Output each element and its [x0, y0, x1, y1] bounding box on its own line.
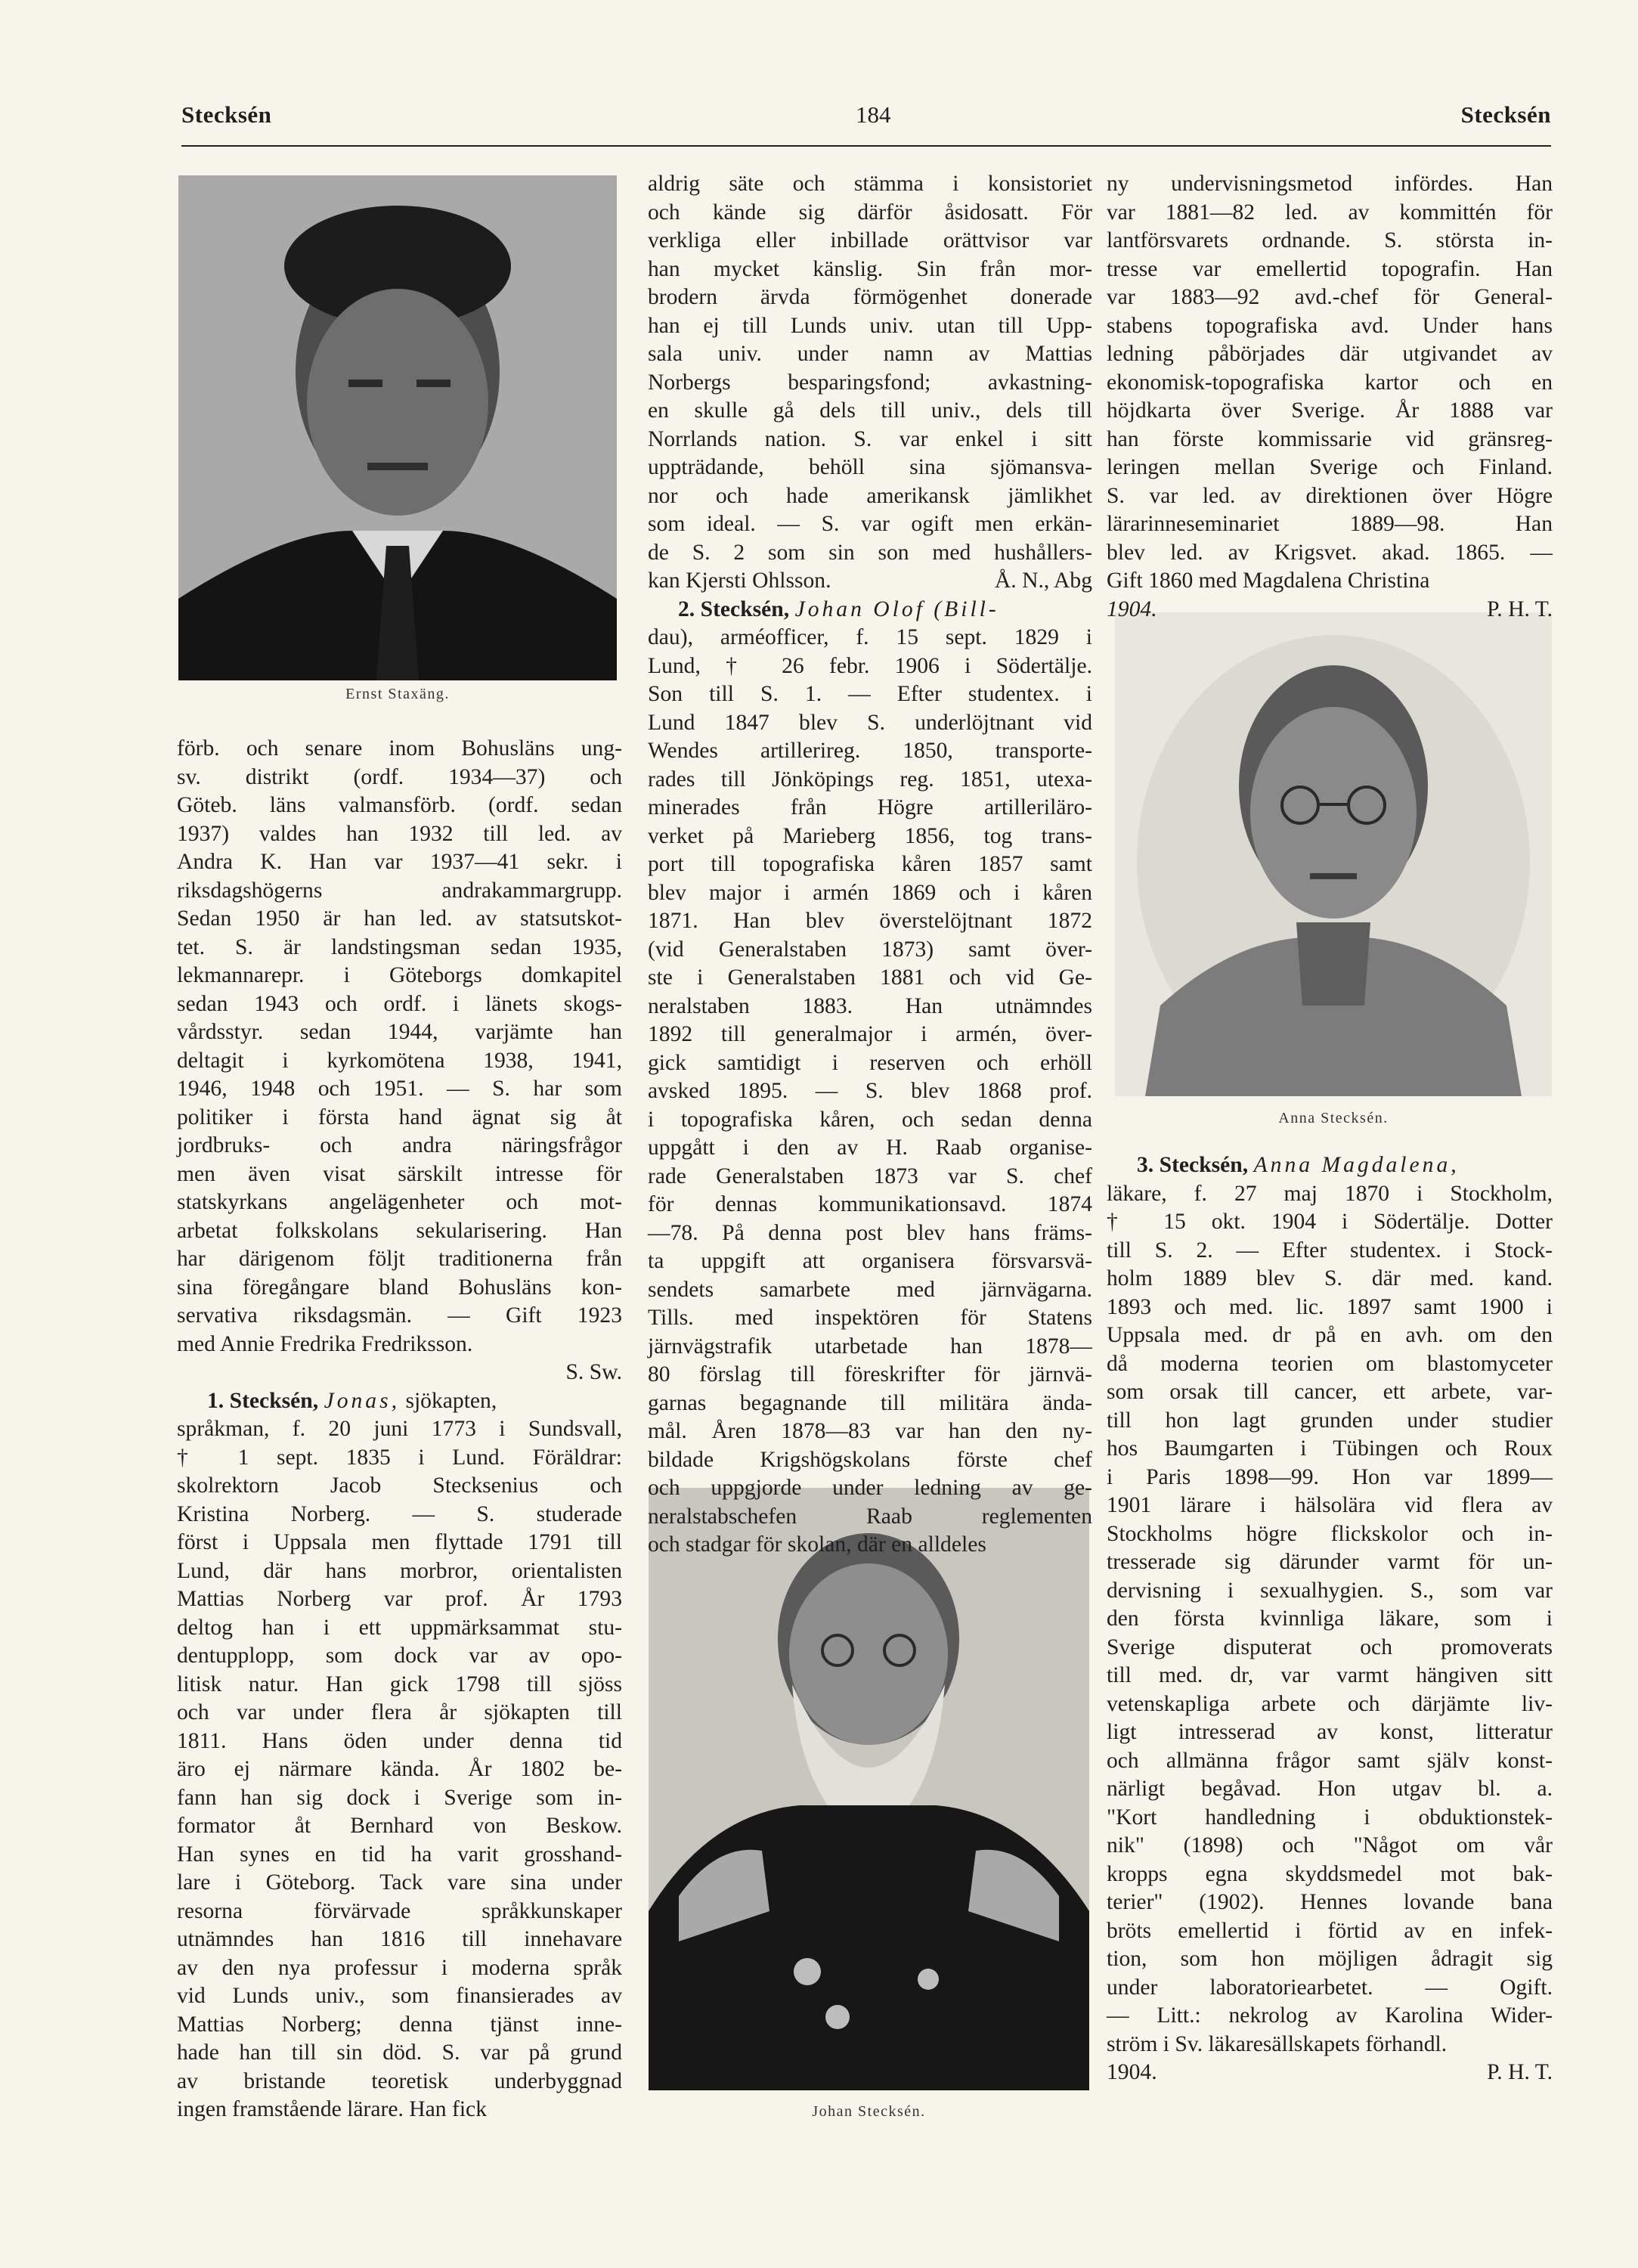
text-line: kropps egna skyddsmedel mot bak- — [1107, 1861, 1553, 1886]
text-line: nik" (1898) och "Något om vår — [1107, 1833, 1553, 1857]
text-line: verkliga eller inbillade orättvisor var — [648, 228, 1092, 253]
text-line: i Paris 1898—99. Hon var 1899— — [1107, 1464, 1553, 1489]
header-rule — [181, 145, 1551, 147]
text-line: då moderna teorien om blastomyceter — [1107, 1351, 1553, 1376]
text-line: har därigenom följt traditionerna från — [177, 1247, 622, 1271]
text-line: arbetat folkskolans sekularisering. Han — [177, 1218, 622, 1243]
closing-text: 1904. — [1107, 596, 1157, 621]
text-line: "Kort handledning i obduktionstek- — [1107, 1805, 1553, 1830]
entry-jonas-continued — [648, 170, 1092, 567]
text-line: av bristande teoretisk underbyggnad — [177, 2068, 622, 2093]
text-line: jordbruks- och andra näringsfrågor — [177, 1133, 622, 1157]
text-line: S. var led. av direktionen över Högre — [1107, 483, 1553, 508]
text-line: ligt intresserad av konst, litteratur — [1107, 1720, 1553, 1744]
entry-closing-line — [1107, 2059, 1553, 2087]
text-line: Andra K. Han var 1937—41 sekr. i — [177, 850, 622, 874]
text-line: brodern ärvda förmögenhet donerade — [648, 285, 1092, 309]
text-line: (vid Generalstaben 1873) samt över- — [648, 937, 1092, 962]
entry-number: 3. — [1137, 1153, 1154, 1177]
text-line: ström i Sv. läkaresällskapets förhandl. — [1107, 2031, 1448, 2056]
text-line: sv. distrikt (ordf. 1934—37) och — [177, 764, 622, 789]
text-line: sala univ. under namn av Mattias — [648, 342, 1092, 366]
text-line: † 1 sept. 1835 i Lund. Föräldrar: — [177, 1445, 622, 1470]
text-line: Sedan 1950 är han led. av statsutskot- — [177, 906, 622, 931]
closing-text: 1904. — [1107, 2060, 1157, 2084]
text-line: Lund 1847 blev S. underlöjtnant vid — [648, 710, 1092, 735]
text-line: tresse var emellertid topografin. Han — [1107, 256, 1553, 281]
page-number: 184 — [856, 101, 891, 128]
entry-given-name: Johan Olof (Bill- — [794, 596, 999, 621]
text-line: lare i Göteborg. Tack vare sina under — [177, 1870, 622, 1895]
text-line: hade han till sin död. S. var på grund — [177, 2040, 622, 2065]
text-line: först i Uppsala men flyttade 1791 till — [177, 1530, 622, 1554]
text-line: 1901 lärare i hälsolära vid flera av — [1107, 1493, 1553, 1517]
text-line: med Annie Fredrika Fredriksson. — [177, 1331, 473, 1356]
entry-surname: Stecksén, — [700, 596, 790, 621]
text-line: nor och hade amerikansk jämlikhet — [648, 483, 1092, 508]
text-line: formator åt Bernhard von Beskow. — [177, 1814, 622, 1838]
entry-occupation: sjökapten, — [405, 1388, 497, 1413]
text-line: och uppgjorde under ledning av ge- — [648, 1476, 1092, 1500]
entry-surname: Stecksén, — [229, 1388, 319, 1413]
text-line: stabens topografiska avd. Under hans — [1107, 313, 1553, 338]
portrait-anna-stecksen — [1115, 612, 1552, 1096]
text-line: som orsak till cancer, ett arbete, var- — [1107, 1380, 1553, 1404]
text-line: ledning påbörjades där utgivandet av — [1107, 342, 1553, 366]
entry-closing-line — [1107, 596, 1553, 624]
closing-text: kan Kjersti Ohlsson. — [648, 569, 831, 593]
text-line: tresserade sig därunder varmt för un- — [1107, 1550, 1553, 1574]
text-line: politiker i första hand ägnat sig åt — [177, 1105, 622, 1129]
entry-surname: Stecksén, — [1159, 1153, 1249, 1177]
text-line: var 1881—82 led. av kommittén för — [1107, 200, 1553, 225]
text-line: aldrig säte och stämma i konsistoriet — [648, 172, 1092, 196]
text-line: skolrektorn Jacob Stecksenius och — [177, 1473, 622, 1498]
text-line: deltog han i ett uppmärksammat stu- — [177, 1615, 622, 1640]
portrait-ernst-staxang — [178, 175, 617, 680]
text-line: lekmannarepr. i Göteborgs domkapitel — [177, 963, 622, 987]
text-line: rade Generalstaben 1873 var S. chef — [648, 1163, 1092, 1188]
page-header — [181, 101, 1551, 139]
text-line: 1893 och med. lic. 1897 samt 1900 i — [1107, 1294, 1553, 1319]
text-line: vetenskapliga arbete och därjämte liv- — [1107, 1691, 1553, 1716]
text-line: men även visat särskilt intresse för — [177, 1161, 622, 1186]
text-line: neralstabschefen Raab reglementen — [648, 1504, 1092, 1529]
text-line: Kristina Norberg. — S. studerade — [177, 1501, 622, 1526]
text-line: ny undervisningsmetod infördes. Han — [1107, 172, 1553, 196]
entry-closing-line — [648, 567, 1092, 596]
text-line: Son till S. 1. — Efter studentex. i — [648, 682, 1092, 706]
text-line: till hon lagt grunden under studier — [1107, 1408, 1553, 1433]
text-line: port till topografiska kåren 1857 samt — [648, 852, 1092, 876]
entry-given-name: Jonas, — [324, 1388, 401, 1413]
entry-number: 1. — [207, 1388, 224, 1413]
text-line: ste i Generalstaben 1881 och vid Ge- — [648, 965, 1092, 990]
text-line: läkare, f. 27 maj 1870 i Stockholm, — [1107, 1181, 1553, 1206]
text-line: under laboratoriearbetet. — Ogift. — [1107, 1975, 1553, 2000]
text-column-1 — [177, 735, 622, 2124]
text-line: Wendes artillerireg. 1850, transporte- — [648, 739, 1092, 763]
text-line: Mattias Norberg; denna tjänst inne- — [177, 2012, 622, 2037]
text-line: sendets samarbete med järnvägarna. — [648, 1277, 1092, 1302]
text-line: ingen framstående lärare. Han fick — [177, 2097, 487, 2121]
text-line: Han synes en tid ha varit grosshand- — [177, 1842, 622, 1867]
text-line: tet. S. är landstingsman sedan 1935, — [177, 934, 622, 959]
text-line: riksdagshögerns andrakammargrupp. — [177, 878, 622, 903]
entry-heading-johan — [648, 596, 1092, 624]
text-line: järnvägstrafik utarbetade han 1878— — [648, 1334, 1092, 1359]
text-column-3-lower — [1107, 1151, 1553, 2087]
text-line: en skulle gå dels till univ., dels till — [648, 398, 1092, 423]
text-line: till med. dr, var varmt hängiven sitt — [1107, 1663, 1553, 1687]
entry-jonas-body — [177, 1415, 622, 2124]
running-head-right: Stecksén — [1460, 101, 1551, 128]
text-line: 80 förslag till föreskrifter för järnvä- — [648, 1362, 1092, 1387]
text-line: ekonomisk-topografiska kartor och en — [1107, 370, 1553, 395]
text-line: förb. och senare inom Bohusläns ung- — [177, 736, 622, 761]
text-line: blev major i armén 1869 och i kåren — [648, 880, 1092, 905]
text-line: uppträdande, behöll sina sjömansva- — [648, 455, 1092, 479]
text-line: för dennas kommunikationsavd. 1874 — [648, 1192, 1092, 1216]
text-line: och kände sig därför åsidosatt. För — [648, 200, 1092, 225]
running-head-left: Stecksén — [181, 101, 272, 128]
text-line: tion, som hon möjligen ådragit sig — [1107, 1947, 1553, 1971]
text-column-2 — [648, 170, 1092, 1560]
text-line: höjdkarta över Sverige. År 1888 var — [1107, 398, 1553, 423]
text-line: ta uppgift att organisera försvarsvä- — [648, 1249, 1092, 1273]
entry-ernst-staxang-continued — [177, 735, 622, 1359]
text-line: dervisning i sexualhygien. S., som var — [1107, 1578, 1553, 1603]
text-line: Lund, † 26 febr. 1906 i Södertälje. — [648, 653, 1092, 678]
text-line: Gift 1860 med Magdalena Christina — [1107, 569, 1430, 593]
text-line: språkman, f. 20 juni 1773 i Sundsvall, — [177, 1417, 622, 1441]
text-line: som ideal. — S. var ogift men erkän- — [648, 512, 1092, 536]
entry-heading-jonas — [177, 1387, 622, 1416]
text-line: gick samtidigt i reserven och erhöll — [648, 1050, 1092, 1075]
text-line: rades till Jönköpings reg. 1851, utexa- — [648, 767, 1092, 792]
photo-caption: Ernst Staxäng. — [345, 686, 450, 702]
text-line: Norbergs besparingsfond; avkastning- — [648, 370, 1092, 395]
text-line: terier" (1902). Hennes lovande bana — [1107, 1890, 1553, 1914]
author-signature: Å. N., Abg — [994, 569, 1092, 593]
text-line: mål. Åren 1878—83 var han den ny- — [648, 1419, 1092, 1443]
entry-anna-body — [1107, 1180, 1553, 2059]
text-line: fann han sig dock i Sverige som in- — [177, 1785, 622, 1810]
text-line: Tills. med inspektören för Statens — [648, 1306, 1092, 1330]
text-line: dentupplopp, som dock var av opo- — [177, 1644, 622, 1668]
text-column-3 — [1107, 170, 1553, 624]
text-line: han mycket känslig. Sin från mor- — [648, 256, 1092, 281]
text-line: vid Lunds univ., som finansierades av — [177, 1984, 622, 2008]
author-signature: P. H. T. — [1487, 2060, 1553, 2084]
text-line: blev led. av Krigsvet. akad. 1865. — — [1107, 540, 1553, 565]
text-line: den första kvinnliga läkare, som i — [1107, 1606, 1553, 1631]
text-line: och var under flera år sjökapten till — [177, 1700, 622, 1724]
text-line: och stadgar för skolan, där en alldeles — [648, 1532, 986, 1557]
text-line: lärarinneseminariet 1889—98. Han — [1107, 512, 1553, 536]
text-line: bildade Krigshögskolans förste chef — [648, 1447, 1092, 1472]
text-line: av den nya professur i moderna språk — [177, 1955, 622, 1980]
text-line: Stockholms högre flickskolor och in- — [1107, 1521, 1553, 1546]
text-line: 1892 till generalmajor i armén, över- — [648, 1022, 1092, 1046]
text-line: Mattias Norberg var prof. År 1793 — [177, 1587, 622, 1611]
text-line: Lund, där hans morbror, orientalisten — [177, 1558, 622, 1583]
text-line: litisk natur. Han gick 1798 till sjöss — [177, 1672, 622, 1696]
entry-given-name: Anna Magdalena, — [1253, 1153, 1460, 1177]
entry-heading-anna — [1107, 1151, 1553, 1180]
text-line: äro ej närmare kända. År 1802 be- — [177, 1757, 622, 1781]
text-line: holm 1889 blev S. där med. kand. — [1107, 1266, 1553, 1290]
text-line: till S. 2. — Efter studentex. i Stock- — [1107, 1238, 1553, 1263]
text-line: var 1883—92 avd.-chef för General- — [1107, 285, 1553, 309]
text-line: servativa riksdagsmän. — Gift 1923 — [177, 1303, 622, 1328]
photo-caption: Anna Stecksén. — [1278, 1110, 1389, 1126]
text-line: statskyrkans angelägenheter och mot- — [177, 1190, 622, 1214]
entry-johan-continued — [1107, 170, 1553, 596]
text-line: och allmänna frågor samt själv konst- — [1107, 1748, 1553, 1773]
text-line: lantförsvarets ordnande. S. största in- — [1107, 228, 1553, 253]
text-line: 1871. Han blev överstelöjtnant 1872 — [648, 909, 1092, 933]
text-line: 1937) valdes han 1932 till led. av — [177, 821, 622, 846]
entry-number: 2. — [678, 596, 695, 621]
text-line: resorna förvärvade språkkunskaper — [177, 1898, 622, 1923]
text-line: utnämndes han 1816 till innehavare — [177, 1927, 622, 1951]
text-line: minerades från Högre artilleriläro- — [648, 795, 1092, 820]
text-line: garnas begagnande till militära ända- — [648, 1390, 1092, 1415]
text-line: hos Baumgarten i Tübingen och Roux — [1107, 1436, 1553, 1461]
text-line: leringen mellan Sverige och Finland. — [1107, 455, 1553, 479]
text-line: — Litt.: nekrolog av Karolina Wider- — [1107, 2003, 1553, 2028]
text-line: sina föregångare bland Bohusläns kon- — [177, 1275, 622, 1300]
text-line: Uppsala med. dr på en avh. om den — [1107, 1323, 1553, 1347]
text-line: deltagit i kyrkomötena 1938, 1941, — [177, 1048, 622, 1073]
text-line: i topografiska kåren, och sedan denna — [648, 1107, 1092, 1132]
portrait-johan-stecksen — [649, 1488, 1089, 2090]
text-line: Norrlands nation. S. var enkel i sitt — [648, 426, 1092, 451]
text-line: neralstaben 1883. Han utnämndes — [648, 993, 1092, 1018]
text-line: han ej till Lunds univ. utan till Upp- — [648, 313, 1092, 338]
text-line: verket på Marieberg 1856, tog trans- — [648, 823, 1092, 848]
author-signature: S. Sw. — [565, 1360, 622, 1384]
author-signature: P. H. T. — [1487, 596, 1553, 621]
text-line: de S. 2 som sin son med hushållers- — [648, 540, 1092, 565]
text-line: † 15 okt. 1904 i Södertälje. Dotter — [1107, 1210, 1553, 1234]
text-line: —78. På denna post blev hans främs- — [648, 1220, 1092, 1245]
text-line: vårdsstyr. sedan 1944, varjämte han — [177, 1020, 622, 1044]
text-line: 1811. Hans öden under denna tid — [177, 1728, 622, 1753]
text-line: närligt begåvad. Hon utgav bl. a. — [1107, 1777, 1553, 1801]
photo-caption: Johan Stecksén. — [812, 2103, 926, 2120]
entry-johan-body — [648, 624, 1092, 1560]
text-line: 1946, 1948 och 1951. — S. har som — [177, 1077, 622, 1101]
text-line: dau), arméofficer, f. 15 sept. 1829 i — [648, 625, 1092, 649]
text-line: bröts emellertid i förtid av en infek- — [1107, 1918, 1553, 1943]
text-line: Sverige disputerat och promoverats — [1107, 1634, 1553, 1659]
text-line: uppgått i den av H. Raab organise- — [648, 1136, 1092, 1160]
text-line: Göteb. läns valmansförb. (ordf. sedan — [177, 793, 622, 817]
text-line: sedan 1943 och ordf. i länets skogs- — [177, 991, 622, 1016]
text-line: avsked 1895. — S. blev 1868 prof. — [648, 1079, 1092, 1103]
text-line: han förste kommissarie vid gränsreg- — [1107, 426, 1553, 451]
